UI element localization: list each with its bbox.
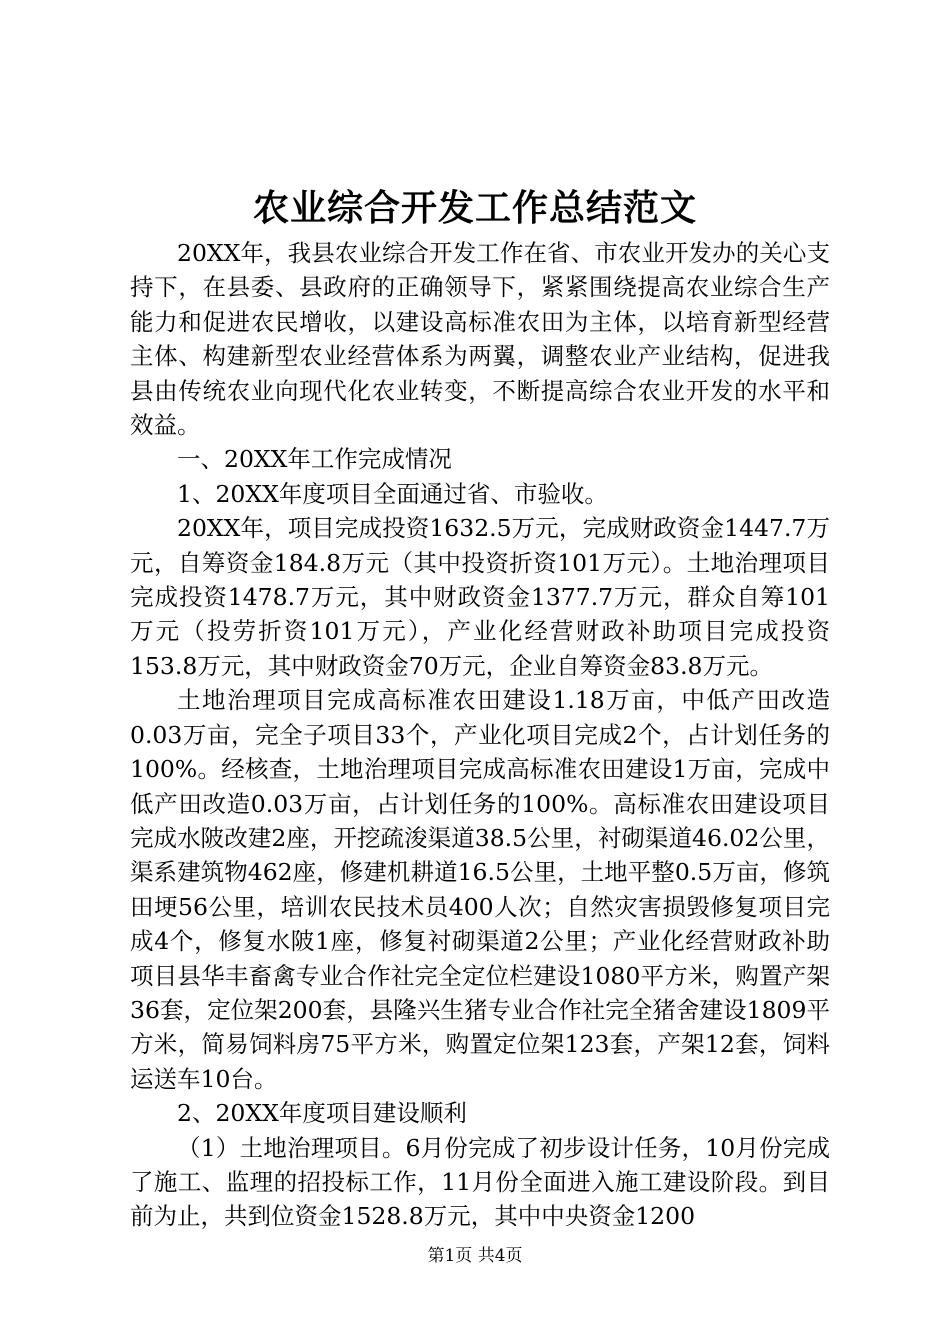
subsection-heading-2: 2、20XX年度项目建设顺利	[177, 1099, 467, 1128]
subsection-heading-1: 1、20XX年度项目全面通过省、市验收。	[177, 479, 608, 508]
paragraph-land-treatment: 土地治理项目完成高标准农田建设1.18万亩，中低产田改造0.03万亩，完全子项目33个，产业化项目完成2个，占计划任务的100%。经核查，土地治理项目完成高标准农田建设1万亩，完成中低产田改造0.03万亩，占计划任务的100%。高标准农田建设项目完成水陂改建2座，开挖疏浚渠道38.5公里，衬砌渠道46.02公里，渠系建筑物462座，修建机耕道16.5公里，土地平整0.5万亩，修筑田埂56公里，培训农民技术员400人次；自然灾害损毁修复项目完成4个，修复水陂1座，修复衬砌渠道2公里；产业化经营财政补助项目县华丰畜禽专业合作社完全定位栏建设1080平方米，购置产架36套，定位架200套，县隆兴生猪专业合作社完全猪舍建设1809平方米，简易饲料房75平方米，购置定位架123套，产架12套，饲料运送车10台。	[130, 686, 830, 1093]
paragraph-investment: 20XX年，项目完成投资1632.5万元，完成财政资金1447.7万元，自筹资金184.8万元（其中投资折资101万元）。土地治理项目完成投资1478.7万元，其中财政资金1377.7万元，群众自筹101万元（投劳折资101万元），产业化经营财政补助项目完成投资153.8万元，其中财政资金70万元，企业自筹资金83.8万元。	[130, 514, 830, 680]
page-footer: 第1页 共4页	[427, 1246, 523, 1266]
section-heading-1: 一、20XX年工作完成情况	[177, 445, 452, 474]
paragraph-land-project: （1）土地治理项目。6月份完成了初步设计任务，10月份完成了施工、监理的招投标工作，11月份全面进入施工建设阶段。到目前为止，共到位资金1528.8万元，其中中央资金1200	[130, 1133, 830, 1231]
document-title: 农业综合开发工作总结范文	[252, 187, 697, 229]
document-body	[130, 236, 830, 1234]
paragraph-intro: 20XX年，我县农业综合开发工作在省、市农业开发办的关心支持下，在县委、县政府的正确领导下，紧紧围绕提高农业综合生产能力和促进农民增收，以建设高标准农田为主体，以培育新型经营主体、构建新型农业经营体系为两翼，调整农业产业结构，促进我县由传统农业向现代化农业转变，不断提高综合农业开发的水平和效益。	[130, 239, 830, 440]
